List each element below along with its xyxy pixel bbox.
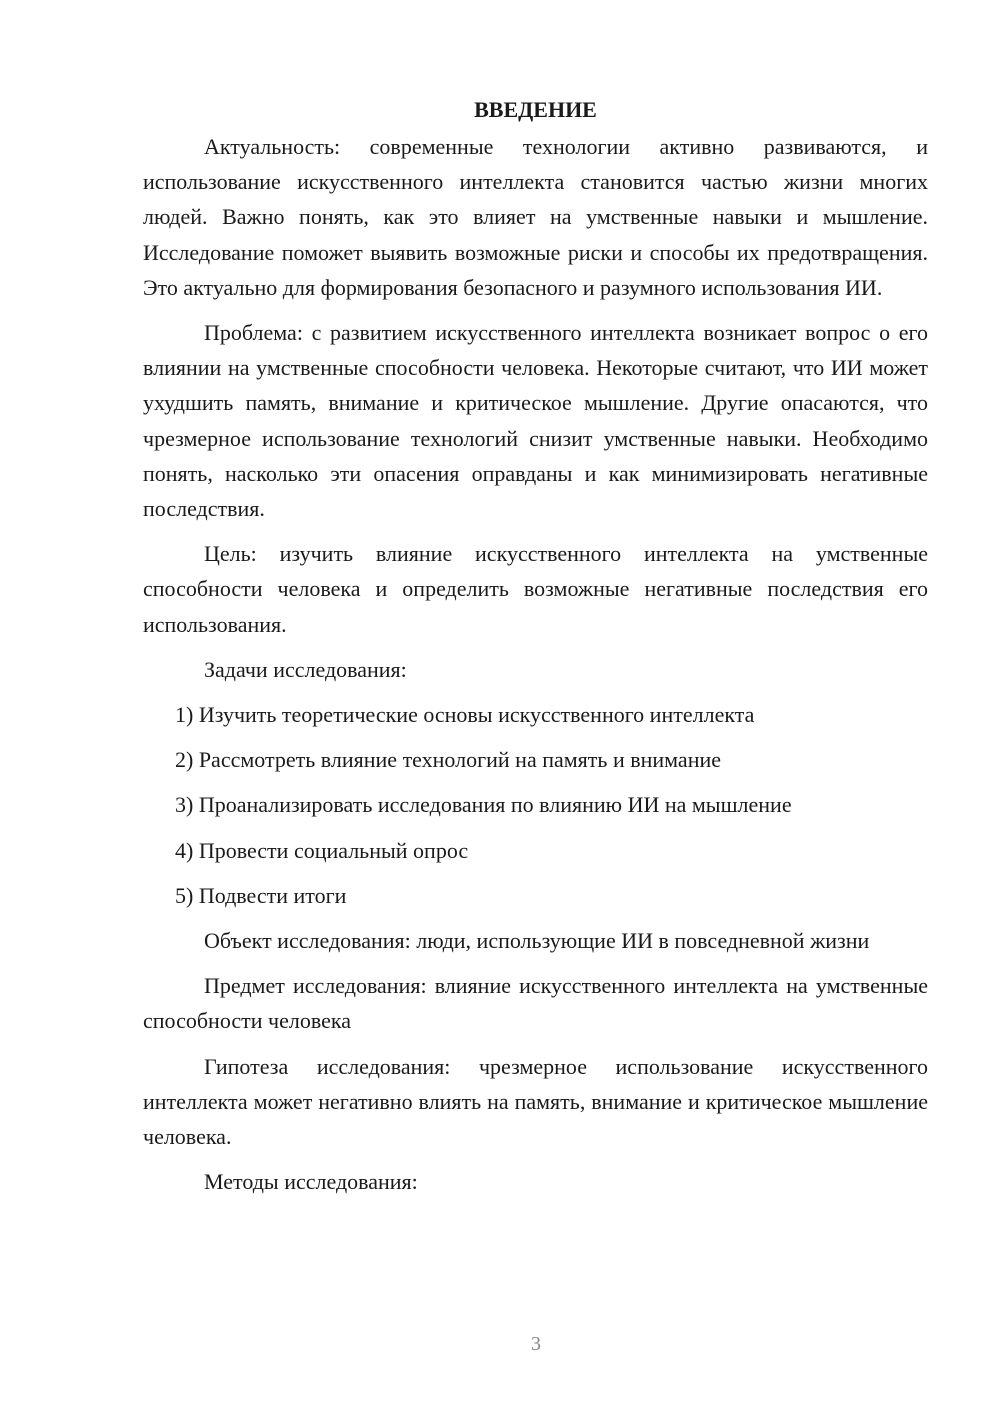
object-paragraph: Объект исследования: люди, использующие ИИ в повседневной жизни — [204, 928, 870, 954]
list-item: 1) Изучить теоретические основы искусственного интеллекта — [175, 702, 755, 728]
list-item: 2) Рассмотреть влияние технологий на память и внимание — [175, 747, 722, 773]
page-content — [143, 92, 928, 1209]
tasks-heading: Задачи исследования: — [204, 656, 407, 682]
goal-paragraph: Цель: изучить влияние искусственного интеллекта на умственные способности человека и определить возможные негативные последствия его использования. — [143, 541, 928, 637]
list-item: 3) Проанализировать исследования по влиянию ИИ на мышление — [175, 792, 792, 818]
hypothesis-paragraph: Гипотеза исследования: чрезмерное использование искусственного интеллекта может негативно влиять на память, внимание и критическое мышление человека. — [143, 1053, 928, 1150]
subject-paragraph: Предмет исследования: влияние искусственного интеллекта на умственные способности человека — [143, 973, 928, 1034]
relevance-paragraph: Актуальность: современные технологии активно развиваются, и использование искусственного интеллекта становится частью жизни многих людей. Важно понять, как это влияет на умственные навыки и мышление. Исследование поможет выявить возможные риски и способы их предотвращения. Это актуально для формирования безопасного и разумного использования ИИ. — [143, 134, 928, 300]
methods-heading: Методы исследования: — [204, 1169, 418, 1195]
list-item: 4) Провести социальный опрос — [175, 837, 469, 863]
page-number: 3 — [531, 1333, 541, 1355]
section-title: ВВЕДЕНИЕ — [474, 97, 597, 122]
tasks-list — [143, 697, 928, 913]
problem-paragraph: Проблема: с развитием искусственного интеллекта возникает вопрос о его влиянии на умственные способности человека. Некоторые считают, что ИИ может ухудшить память, внимание и критическое мышление. Другие опасаются, что чрезмерное использование технологий снизит умственные навыки. Необходимо понять, насколько эти опасения оправданы и как минимизировать негативные последствия. — [143, 320, 928, 522]
list-item: 5) Подвести итоги — [175, 882, 347, 908]
